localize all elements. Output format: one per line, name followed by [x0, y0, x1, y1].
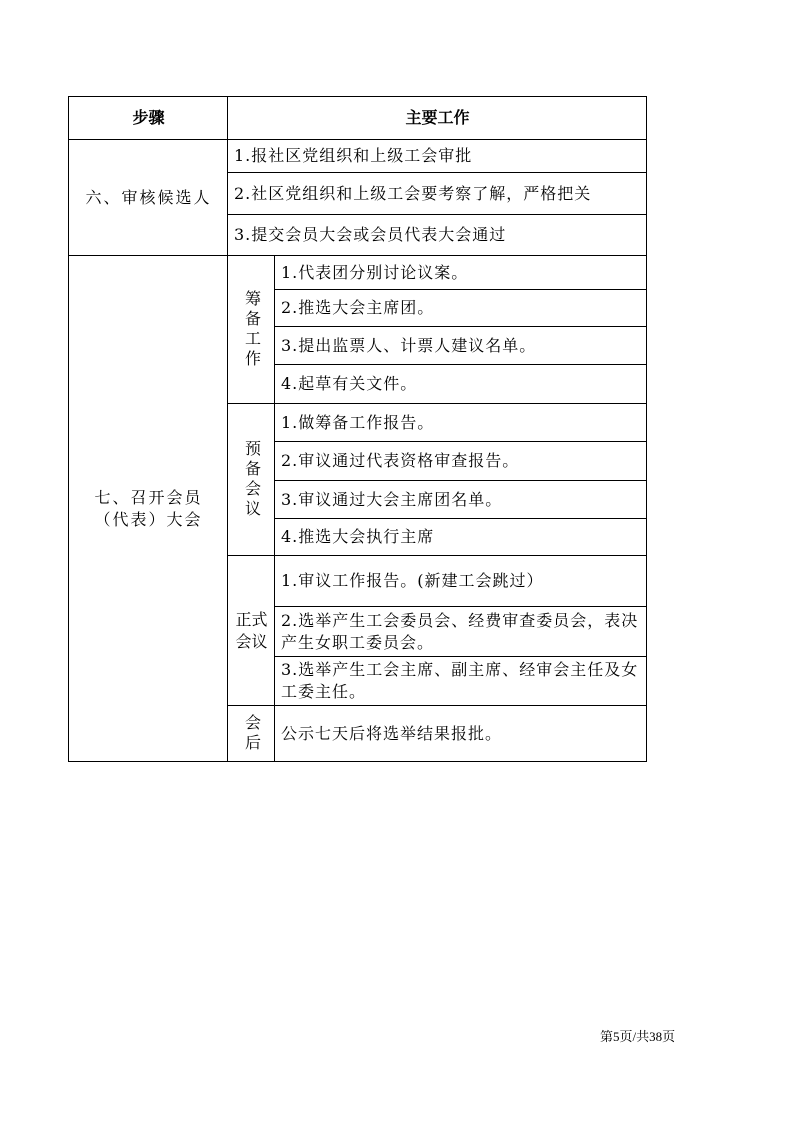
header-step: 步骤: [68, 96, 228, 139]
step-6-item-2: 2.社区党组织和上级工会要考察了解，严格把关: [227, 172, 647, 214]
step-6-item-1: 1.报社区党组织和上级工会审批: [227, 139, 647, 172]
page-number: 第5页/共38页: [600, 1029, 676, 1044]
pre-meeting-item-2: 2.审议通过代表资格审查报告。: [274, 441, 647, 480]
pre-meeting-item-3: 3.审议通过大会主席团名单。: [274, 480, 647, 518]
header-main-work: 主要工作: [227, 96, 647, 139]
group-formal-meeting-label: 正式会议: [227, 555, 275, 705]
step-7-label: 七、召开会员（代表）大会: [68, 255, 228, 762]
after-meeting-item-1: 公示七天后将选举结果报批。: [274, 705, 647, 762]
formal-meeting-item-2: 2.选举产生工会委员会、经费审查委员会，表决产生女职工委员会。: [274, 606, 647, 656]
pre-meeting-item-4: 4.推选大会执行主席: [274, 518, 647, 555]
step-6-label: 六、审核候选人: [68, 139, 228, 255]
pre-meeting-item-1: 1.做筹备工作报告。: [274, 403, 647, 441]
formal-meeting-item-1: 1.审议工作报告。(新建工会跳过）: [274, 555, 647, 606]
preparation-item-2: 2.推选大会主席团。: [274, 289, 647, 326]
step-6-item-3: 3.提交会员大会或会员代表大会通过: [227, 214, 647, 255]
work-steps-table: [68, 96, 647, 762]
formal-meeting-item-3: 3.选举产生工会主席、副主席、经审会主任及女工委主任。: [274, 656, 647, 705]
preparation-item-3: 3.提出监票人、计票人建议名单。: [274, 326, 647, 364]
group-preparation-label: 筹备工作: [227, 255, 275, 403]
preparation-item-4: 4.起草有关文件。: [274, 364, 647, 403]
group-after-meeting-label: 会后: [227, 705, 275, 762]
preparation-item-1: 1.代表团分别讨论议案。: [274, 255, 647, 289]
group-pre-meeting-label: 预备会议: [227, 403, 275, 555]
